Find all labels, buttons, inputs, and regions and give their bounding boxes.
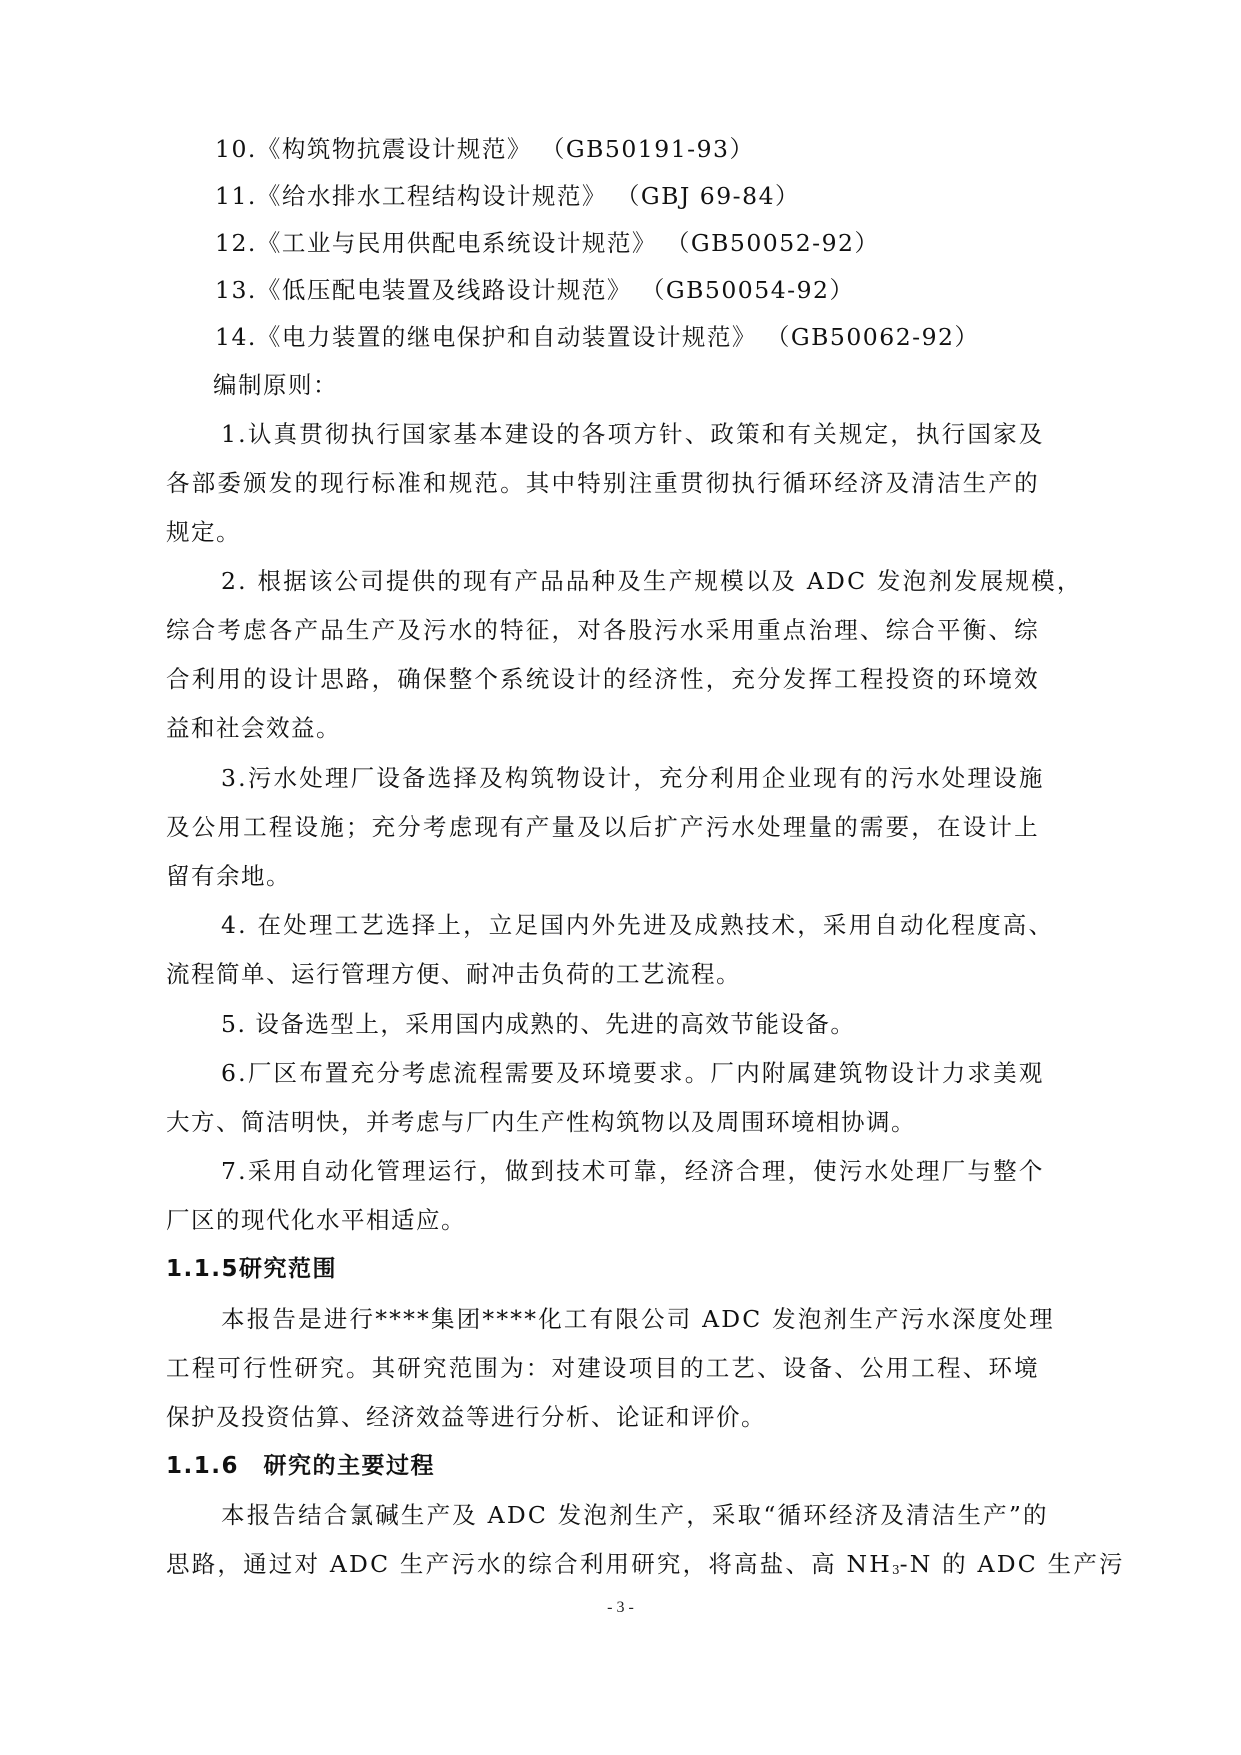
section-1-1-6-heading: 1.1.6 研究的主要过程	[166, 1453, 435, 1479]
principle-4-line-2: 流程简单、运行管理方便、耐冲击负荷的工艺流程。	[166, 960, 741, 988]
subscript-3: 3	[891, 1563, 900, 1577]
line-2-text-a: 思路，通过对 ADC 生产污水的综合利用研究，将高盐、高 NH	[166, 1550, 892, 1578]
reference-13: 13.《低压配电装置及线路设计规范》 （GB50054-92）	[215, 276, 855, 304]
section-1-1-5-line-3: 保护及投资估算、经济效益等进行分析、论证和评价。	[166, 1403, 766, 1431]
principle-1-line-2: 各部委颁发的现行标准和规范。其中特别注重贯彻执行循环经济及清洁生产的	[166, 469, 1040, 497]
principle-5-line-1: 5. 设备选型上，采用国内成熟的、先进的高效节能设备。	[221, 1010, 856, 1038]
reference-12: 12.《工业与民用供配电系统设计规范》 （GB50052-92）	[215, 229, 880, 257]
principle-1-line-3: 规定。	[166, 518, 241, 546]
principles-label: 编制原则：	[213, 371, 338, 399]
principle-2-line-1: 2. 根据该公司提供的现有产品品种及生产规模以及 ADC 发泡剂发展规模，	[221, 567, 1083, 595]
principle-3-line-1: 3.污水处理厂设备选择及构筑物设计，充分利用企业现有的污水处理设施	[221, 764, 1045, 792]
section-1-1-6-line-2	[166, 1548, 1241, 1586]
reference-11: 11.《给水排水工程结构设计规范》 （GBJ 69-84）	[215, 182, 801, 210]
reference-14: 14.《电力装置的继电保护和自动装置设计规范》 （GB50062-92）	[215, 323, 980, 351]
principle-6-line-2: 大方、简洁明快，并考虑与厂内生产性构筑物以及周围环境相协调。	[166, 1108, 916, 1136]
principle-1-line-1: 1.认真贯彻执行国家基本建设的各项方针、政策和有关规定，执行国家及	[221, 420, 1045, 448]
principle-7-line-2: 厂区的现代化水平相适应。	[166, 1206, 466, 1234]
page-number: - 3 -	[607, 1599, 634, 1616]
section-1-1-6-line-1: 本报告结合氯碱生产及 ADC 发泡剂生产，采取“循环经济及清洁生产”的	[221, 1501, 1049, 1529]
section-1-1-5-line-2: 工程可行性研究。其研究范围为：对建设项目的工艺、设备、公用工程、环境	[166, 1354, 1040, 1382]
principle-4-line-1: 4. 在处理工艺选择上，立足国内外先进及成熟技术，采用自动化程度高、	[221, 911, 1055, 939]
principle-2-line-3: 合利用的设计思路，确保整个系统设计的经济性，充分发挥工程投资的环境效	[166, 665, 1040, 693]
line-2-text-b: -N 的 ADC 生产污	[899, 1550, 1125, 1578]
principle-3-line-3: 留有余地。	[166, 862, 291, 890]
principle-6-line-1: 6.厂区布置充分考虑流程需要及环境要求。厂内附属建筑物设计力求美观	[221, 1059, 1045, 1087]
principle-7-line-1: 7.采用自动化管理运行，做到技术可靠，经济合理，使污水处理厂与整个	[221, 1157, 1045, 1185]
section-1-1-5-heading: 1.1.5研究范围	[166, 1256, 337, 1282]
principle-3-line-2: 及公用工程设施；充分考虑现有产量及以后扩产污水处理量的需要，在设计上	[166, 813, 1040, 841]
section-1-1-5-line-1: 本报告是进行****集团****化工有限公司 ADC 发泡剂生产污水深度处理	[221, 1305, 1055, 1333]
reference-10: 10.《构筑物抗震设计规范》 （GB50191-93）	[215, 135, 755, 163]
principle-2-line-2: 综合考虑各产品生产及污水的特征，对各股污水采用重点治理、综合平衡、综	[166, 616, 1040, 644]
principle-2-line-4: 益和社会效益。	[166, 714, 341, 742]
